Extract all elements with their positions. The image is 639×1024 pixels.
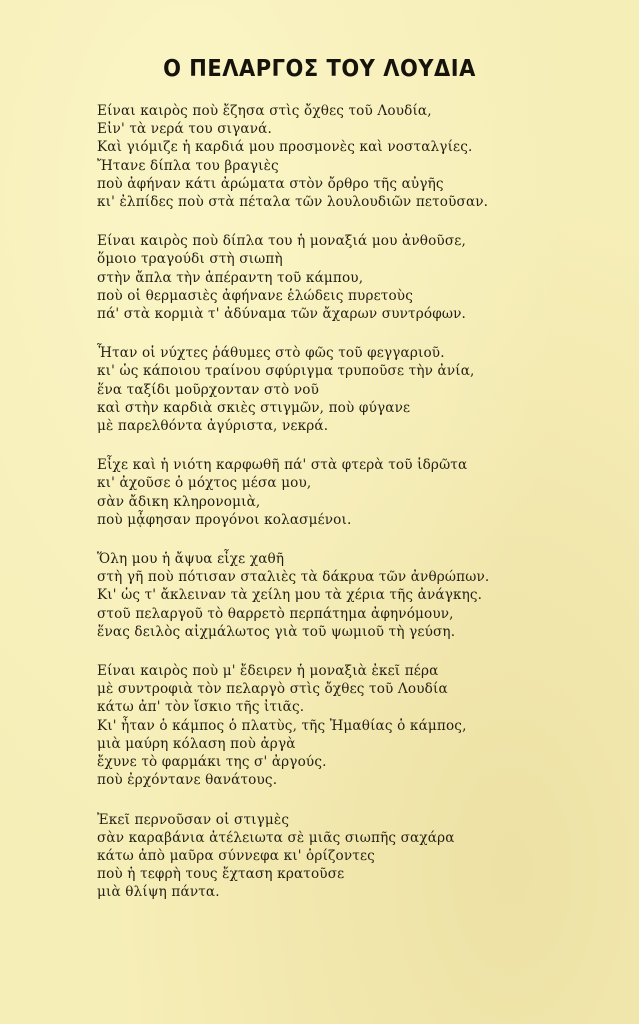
stanza-2	[97, 232, 627, 323]
poem-line: σὰν καραβάνια ἀτέλειωτα σὲ μιᾶς σιωπῆς σαχάρα	[97, 829, 455, 846]
poem-line: ποὺ ἡ τεφρὴ τους ἔχταση κρατοῦσε	[97, 866, 345, 883]
poem-line: στοῦ πελαργοῦ τὸ θαρρετὸ περπάτημα ἀφηνόμουν,	[97, 605, 454, 622]
poem-line: κάτω ἀπ' τὸν ἴσκιο τῆς ἰτιᾶς.	[97, 699, 305, 716]
stanza-7	[97, 811, 627, 902]
poem-line: Εἰν' τὰ νερά του σιγανά.	[97, 121, 272, 138]
stanza-6	[97, 662, 627, 789]
poem-line: μιὰ μαύρη κόλαση ποὺ ἀργὰ	[97, 735, 296, 752]
stanza-1	[97, 102, 627, 211]
poem-line: στὴ γῆ ποὺ πότισαν σταλιὲς τὰ δάκρυα τῶν ἀνθρώπων.	[97, 569, 490, 586]
poem-line: ἕνας δειλὸς αἰχμάλωτος γιὰ τοῦ ψωμιοῦ τὴ γεύση.	[97, 623, 456, 640]
poem-line: κάτω ἀπὸ μαῦρα σύννεφα κι' ὁρίζοντες	[97, 847, 375, 864]
poem-line: Ἐκεῖ περνοῦσαν οἱ στιγμὲς	[97, 811, 290, 828]
poem-line: ὅμοιο τραγούδι στὴ σιωπὴ	[97, 251, 283, 268]
poem-line: Είναι καιρὸς ποὺ μ' ἔδειρεν ἡ μοναξιὰ ἐκεῖ πέρα	[97, 663, 439, 680]
poem-line: Καὶ γιόμιζε ἡ καρδιά μου προσμονὲς καὶ νοσταλγίες.	[97, 139, 473, 156]
poem-line: Είναι καιρὸς ποὺ δίπλα του ἡ μοναξιά μου ἀνθοῦσε,	[97, 233, 466, 250]
poem-line: κι' ὡς κάποιου τραίνου σφύριγμα τρυποῦσε τὴν ἀνία,	[97, 363, 475, 380]
poem-line: κι' ἀχοῦσε ὁ μόχτος μέσα μου,	[97, 475, 312, 492]
poem-line: Κι' ὡς τ' ἄκλειναν τὰ χείλη μου τὰ χέρια τῆς ἀνάγκης.	[97, 587, 483, 604]
poem-line: κι' ἐλπίδες ποὺ στὰ πέταλα τῶν λουλουδιῶν πετοῦσαν.	[97, 194, 489, 211]
poem-line: ποὺ μᾆφησαν προγόνοι κολασμένοι.	[97, 511, 352, 528]
poem-line: πά' στὰ κορμιὰ τ' ἀδύναμα τῶν ἄχαρων συντρόφων.	[97, 306, 466, 323]
poem-line: καὶ στὴν καρδιὰ σκιὲς στιγμῶν, ποὺ φύγανε	[97, 399, 411, 416]
poem-title: Ο ΠΕΛΑΡΓΟΣ ΤΟΥ ΛΟΥΔΙΑ	[163, 54, 476, 82]
poem-line: σὰν ἄδικη κληρονομιὰ,	[97, 493, 261, 510]
poem-line: ἕνα ταξίδι μοῦρχονταν στὸ νοῦ	[97, 381, 320, 398]
poem-line: Είναι καιρὸς ποὺ ἔζησα στὶς ὄχθες τοῦ Λουδία,	[97, 103, 432, 119]
stanza-4	[97, 456, 627, 529]
poem-line: μὲ παρελθόντα ἀγύριστα, νεκρά.	[97, 418, 329, 435]
stanza-5	[97, 550, 627, 641]
poem-line: Ἦταν οἱ νύχτες ῥάθυμες στὸ φῶς τοῦ φεγγαριοῦ.	[97, 345, 445, 362]
poem-line: ποὺ ἀφήναν κάτι ἀρώματα στὸν ὄρθρο τῆς αὐγῆς	[97, 175, 444, 192]
poem-body	[97, 102, 627, 902]
poem-line: στὴν ἄπλα τὴν ἀπέραντη τοῦ κάμπου,	[97, 269, 364, 286]
poem-line: ποὺ ἐρχόντανε θανάτους.	[97, 772, 278, 789]
poem-line: ποὺ οἱ θερμασιὲς ἀφήνανε ἑλώδεις πυρετοὺς	[97, 287, 413, 304]
poem-line: Εἶχε καὶ ἡ νιότη καρφωθῆ πά' στὰ φτερὰ τοῦ ἱδρῶτα	[97, 457, 468, 474]
poem-line: μὲ συντροφιὰ τὸν πελαργὸ στὶς ὄχθες τοῦ Λουδία	[97, 681, 448, 698]
poem-line: Ἤτανε δίπλα του βραγιὲς	[97, 157, 279, 174]
poem-line: Κι' ἦταν ὁ κάμπος ὁ πλατὺς, τῆς Ἠμαθίας ὁ κάμπος,	[97, 717, 467, 734]
stanza-3	[97, 344, 627, 435]
poem-line: μιὰ θλίψη πάντα.	[97, 884, 220, 901]
poem-line: ἔχυνε τὸ φαρμάκι της σ' ἀργούς.	[97, 754, 327, 771]
poem-line: Ὅλη μου ἡ ἄψυα εἶχε χαθῆ	[97, 551, 285, 568]
